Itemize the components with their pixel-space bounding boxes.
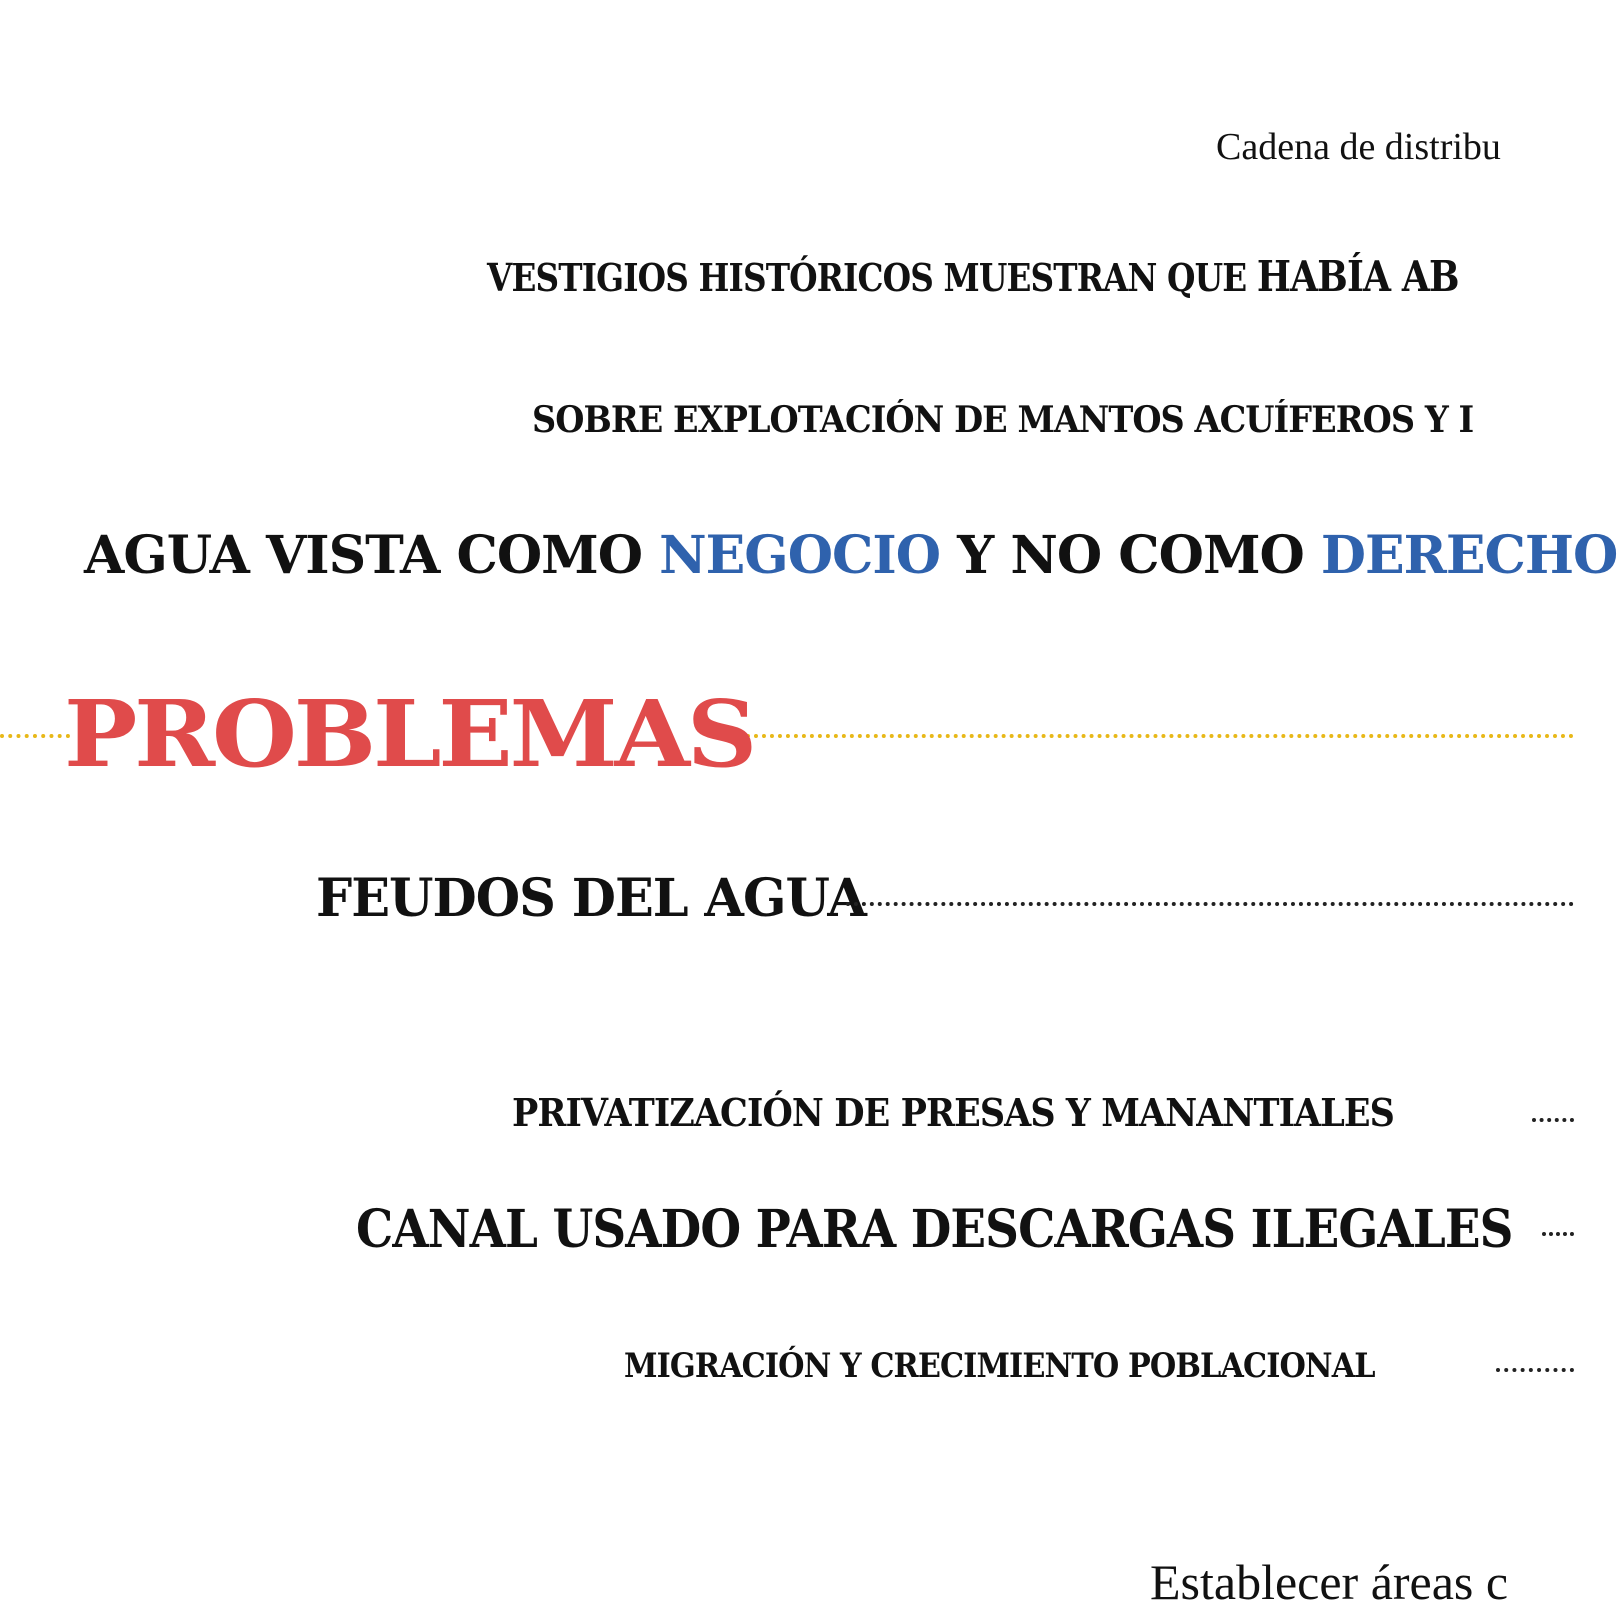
gold-divider-right bbox=[738, 734, 1574, 738]
vestigios-emphasis: HABÍA AB bbox=[1256, 252, 1459, 301]
problem-feudos: FEUDOS DEL AGUA bbox=[316, 868, 866, 929]
cadena-distribucion-text: Cadena de distribu bbox=[1216, 126, 1501, 168]
problem-canal: CANAL USADO PARA DESCARGAS ILEGALES bbox=[356, 1199, 1513, 1260]
vestigios-prefix: VESTIGIOS HISTÓRICOS MUESTRAN QUE bbox=[487, 255, 1257, 300]
problem-migracion: MIGRACIÓN Y CRECIMIENTO POBLACIONAL bbox=[624, 1346, 1375, 1386]
canal-leader-dots bbox=[1542, 1232, 1574, 1236]
agua-vista-statement bbox=[84, 525, 1617, 586]
agua-part2: Y NO COMO bbox=[940, 525, 1321, 586]
agua-part1: AGUA VISTA COMO bbox=[84, 525, 660, 586]
establecer-areas-text: Establecer áreas c bbox=[1150, 1554, 1509, 1610]
derecho-highlight: DERECHO bbox=[1320, 525, 1617, 586]
negocio-highlight: NEGOCIO bbox=[659, 525, 941, 586]
vestigios-statement bbox=[487, 252, 1459, 301]
migracion-leader-dots bbox=[1496, 1368, 1574, 1372]
privatizacion-leader-dots bbox=[1532, 1118, 1574, 1122]
sobre-explotacion-statement: SOBRE EXPLOTACIÓN DE MANTOS ACUÍFEROS Y I bbox=[532, 399, 1474, 441]
gold-divider-left bbox=[0, 734, 70, 738]
feudos-leader-dots bbox=[846, 902, 1574, 906]
section-title-problemas: PROBLEMAS bbox=[64, 680, 755, 788]
problem-privatizacion: PRIVATIZACIÓN DE PRESAS Y MANANTIALES bbox=[512, 1090, 1394, 1135]
